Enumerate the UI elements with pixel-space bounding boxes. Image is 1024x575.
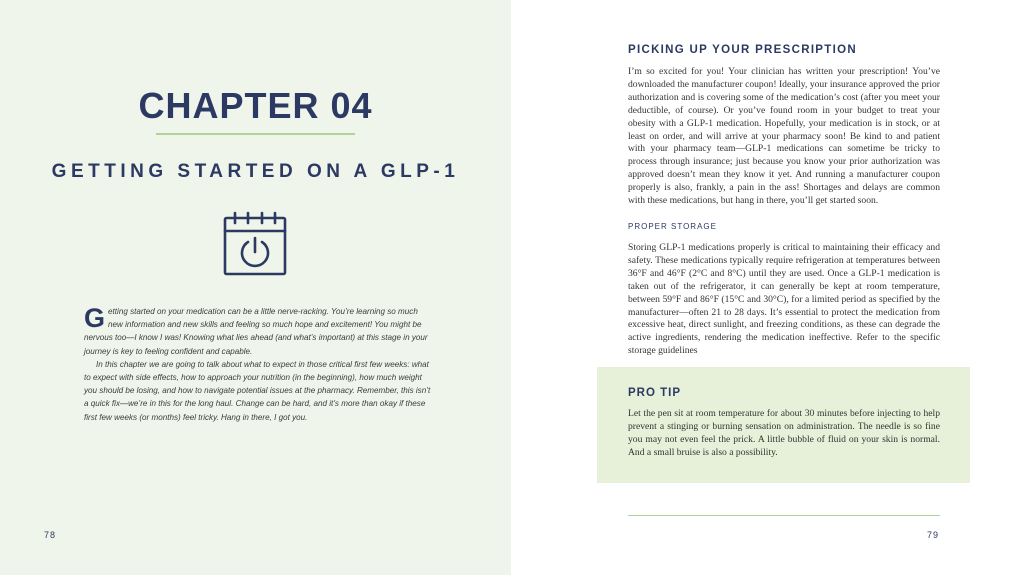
chapter-title-underline bbox=[156, 133, 355, 135]
drop-cap: G bbox=[84, 303, 106, 333]
chapter-title: CHAPTER 04 bbox=[138, 85, 373, 126]
intro-paragraph-1 bbox=[84, 305, 432, 358]
subsection-body-storage: Storing GLP-1 medications properly is critical to maintaining their efficacy and safety. These medications typically require refrigeration at temperatures between 36°F and 46°F (2°C and 8°C) until they are used. Once a GLP-1 medication is taken out of the refrigerator, it can generally be kept at room temperature, between 59°F and 86°F (15°C and 30°C), for a limited period as specified by the manufacturer—often 21 to 28 days. It’s essential to protect the medication from excessive heat, direct sunlight, and freezing conditions, as these can degrade the active ingredients, rendering the medication ineffective. Refer to the specific storage guidelines bbox=[628, 242, 940, 357]
subsection-heading-storage: PROPER STORAGE bbox=[628, 222, 717, 231]
pro-tip-body: Let the pen sit at room temperature for about 30 minutes before injecting to help prevent a stinging or burning sensation on administration. The needle is so fine you may not even feel the prick. A little bubble of fluid on your skin is normal. And a small bruise is also a possibility. bbox=[628, 408, 940, 458]
intro-paragraph-2: In this chapter we are going to talk about what to expect in those critical first few weeks: what to expect with side effects, how to approach your nutrition (in the beginning), how much weight you should be losing, and how to navigate potential issues at the pharmacy. Remember, this isn’t a quick fix—we’re in this for the long haul. Change can be hard, and it’s more than okay if these first few weeks (or months) feel tricky. Hang in there, I got you. bbox=[84, 359, 431, 422]
section-body-picking-up: I’m so excited for you! Your clinician has written your prescription! You’ve downloaded the manufacturer coupon! Ideally, your insurance approved the prior authorization and is covering some of the medication’s cost (after you meet your deductible, of course). Or you’ve found room in your budget to treat your obesity with a GLP-1 medication. Hopefully, your medication is in stock, or at least on order, and will arrive at your pharmacy soon! Be kind to and patient with your pharmacy team—GLP-1 medications can sometime be tricky to process through insurance; just because you know your prior authorization was approved doesn’t mean they know it yet. And running a manufacturer coupon properly is also, frankly, a pain in the ass! Shortages and delays are common with these medications, but hang in there, you’ll get started soon. bbox=[628, 66, 940, 207]
left-page bbox=[0, 0, 511, 575]
chapter-subtitle: GETTING STARTED ON A GLP-1 bbox=[51, 161, 460, 182]
calendar-power-icon bbox=[220, 209, 290, 279]
intro-paragraph-1-text: etting started on your medication can be a little nerve-racking. You’re learning so much new information and new skills and feeling so much hope and excitement! You might be nervous too—I know I was! Knowing what lies ahead (and what’s important) at this stage in your journey is key to feeling confident and capable. bbox=[84, 307, 428, 356]
chapter-intro bbox=[84, 305, 432, 424]
page-number-right: 79 bbox=[927, 530, 940, 540]
pro-tip-box bbox=[597, 367, 970, 483]
section-heading-picking-up: PICKING UP YOUR PRESCRIPTION bbox=[628, 44, 857, 56]
page-number-left: 78 bbox=[44, 530, 57, 540]
pro-tip-heading: PRO TIP bbox=[628, 387, 682, 399]
bottom-divider bbox=[628, 515, 940, 516]
